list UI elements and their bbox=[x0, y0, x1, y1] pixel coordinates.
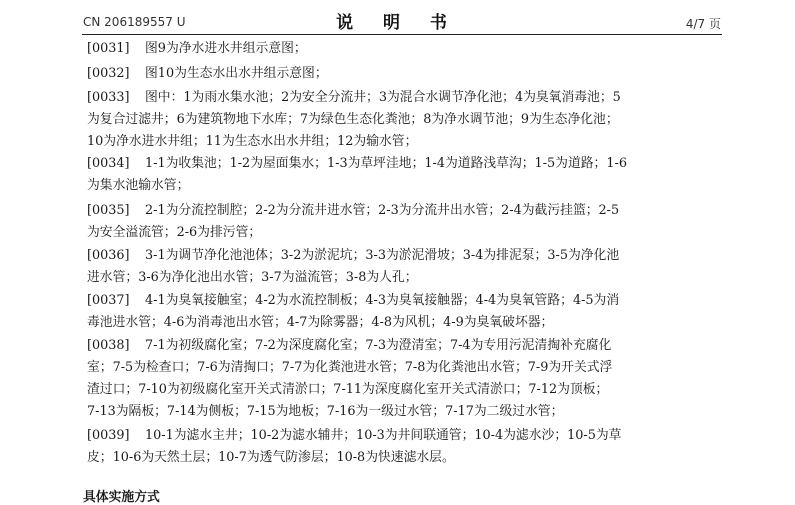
header-rule bbox=[82, 34, 722, 35]
paragraph-line: 渣过口；7-10为初级腐化室开关式清淤口；7-11为深度腐化室开关式清淤口；7-12为顶板； bbox=[87, 382, 609, 397]
paragraph-line: 为复合过滤井；6为建筑物地下水库；7为绿色生态化粪池；8为净水调节池；9为生态净化池； bbox=[87, 112, 619, 127]
paragraph-id: [0036] bbox=[87, 248, 130, 263]
paragraph-line: 4-1为臭氧接触室；4-2为水流控制板；4-3为臭氧接触器；4-4为臭氧管路；4-5为消 bbox=[145, 293, 620, 308]
paragraph-id: [0037] bbox=[87, 293, 130, 308]
paragraph-line: 毒池进水管；4-6为消毒池出水管；4-7为除雾器；4-8为风机；4-9为臭氧破坏器； bbox=[87, 315, 554, 330]
paragraph-line: 图9为净水进水井组示意图； bbox=[145, 41, 307, 56]
paragraph-line: 为安全溢流管；2-6为排污管； bbox=[87, 225, 262, 240]
section-heading: 具体实施方式 bbox=[83, 490, 160, 505]
paragraph-line: 10为净水进水井组；11为生态水出水井组；12为输水管； bbox=[87, 134, 418, 149]
document-title: 说 明 书 bbox=[336, 13, 459, 33]
paragraph-id: [0032] bbox=[87, 66, 130, 81]
paragraph-line: 3-1为调节净化池池体；3-2为淤泥坑；3-3为淤泥滑坡；3-4为排泥泵；3-5为净化池 bbox=[145, 248, 620, 263]
paragraph-line: 图10为生态水出水井组示意图； bbox=[145, 66, 328, 81]
paragraph-id: [0034] bbox=[87, 156, 130, 171]
paragraph-line: 7-1为初级腐化室；7-2为深度腐化室；7-3为澄清室；7-4为专用污泥清掏补充腐化 bbox=[145, 338, 612, 353]
patent-number: CN 206189557 U bbox=[83, 15, 186, 29]
paragraph-line: 2-1为分流控制腔；2-2为分流井进水管；2-3为分流井出水管；2-4为截污挂篮；2-5 bbox=[145, 203, 620, 218]
paragraph-line: 1-1为收集池；1-2为屋面集水；1-3为草坪洼地；1-4为道路浅草沟；1-5为道路；1-6 bbox=[145, 156, 627, 171]
paragraph-line: 图中：1为雨水集水池；2为安全分流井；3为混合水调节净化池；4为臭氧消毒池；5 bbox=[145, 90, 621, 105]
paragraph-line: 室；7-5为检查口；7-6为清掏口；7-7为化粪池进水管；7-8为化粪池出水管；7-9为开关式浮 bbox=[87, 360, 613, 375]
paragraph-id: [0038] bbox=[87, 338, 130, 353]
paragraph-line: 进水管；3-6为净化池出水管；3-7为溢流管；3-8为人孔； bbox=[87, 270, 418, 285]
paragraph-line: 7-13为隔板；7-14为侧板；7-15为地板；7-16为一级过水管；7-17为二级过水管； bbox=[87, 404, 564, 419]
paragraph-id: [0031] bbox=[87, 41, 130, 56]
paragraph-id: [0033] bbox=[87, 90, 130, 105]
page-number: 4/7 页 bbox=[685, 17, 721, 31]
paragraph-line: 皮；10-6为天然土层；10-7为透气防渗层；10-8为快速滤水层。 bbox=[87, 450, 455, 465]
paragraph-line: 为集水池输水管； bbox=[87, 178, 190, 193]
paragraph-line: 10-1为滤水主井；10-2为滤水辅井；10-3为井间联通管；10-4为滤水沙；10-5为草 bbox=[145, 428, 622, 443]
paragraph-id: [0035] bbox=[87, 203, 130, 218]
paragraph-id: [0039] bbox=[87, 428, 130, 443]
